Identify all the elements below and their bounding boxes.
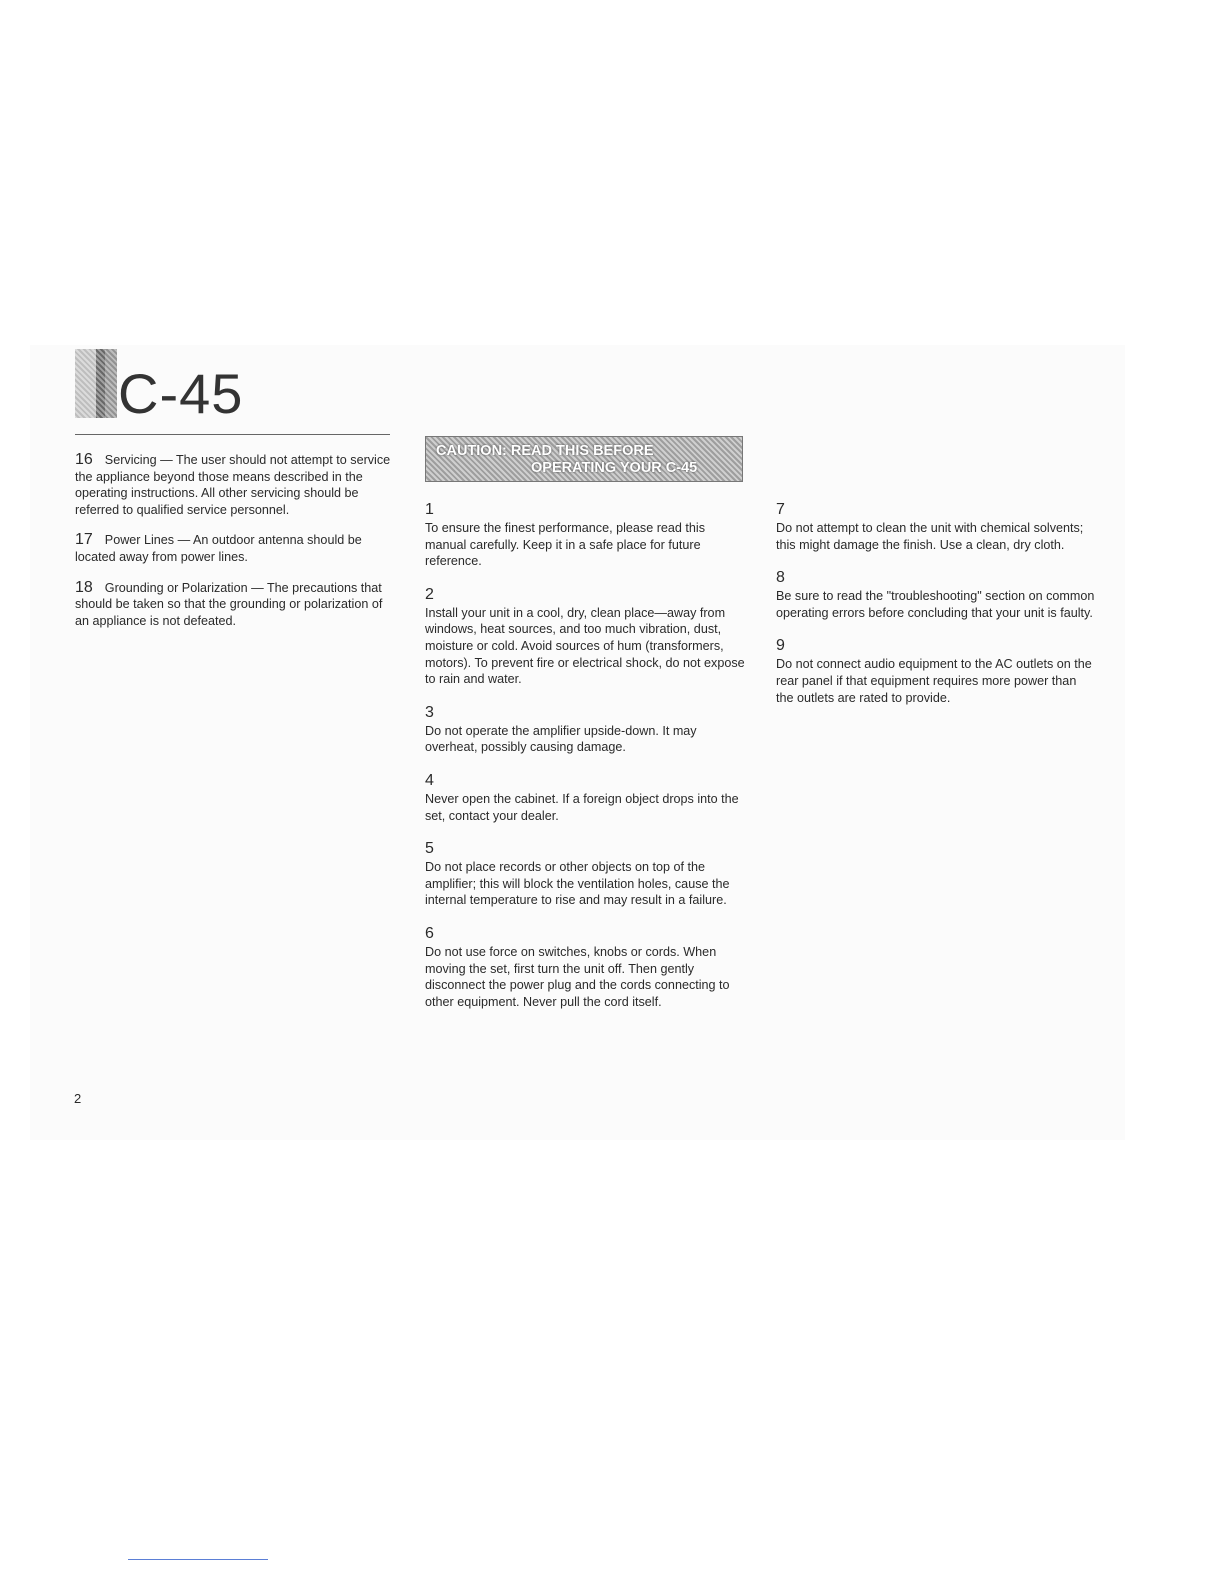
item-text: Do not connect audio equipment to the AC outlets on the rear panel if that equipment requires more power than the outlets are rated to provide.: [776, 657, 1092, 705]
header-rule: [75, 434, 390, 435]
caution-item-2: [425, 586, 745, 688]
middle-column: [425, 501, 745, 1026]
item-number: 2: [425, 585, 434, 603]
item-number: 17: [75, 531, 93, 549]
model-logo: C-45: [118, 362, 244, 425]
item-text: Never open the cabinet. If a foreign object drops into the set, contact your dealer.: [425, 791, 739, 823]
safety-item-16: [75, 452, 393, 518]
item-text: Be sure to read the "troubleshooting" section on common operating errors before concluding that your unit is faulty.: [776, 589, 1095, 620]
item-number: 7: [776, 501, 785, 518]
caution-item-7: [776, 501, 1096, 553]
caution-banner: [425, 436, 743, 482]
item-number: 8: [776, 569, 785, 587]
logo-mark: [75, 349, 117, 418]
item-text: Grounding or Polarization — The precautions that should be taken so that the grounding or polarization of an appliance is not defeated.: [75, 580, 383, 628]
caution-item-9: [776, 637, 1096, 706]
caution-item-6: [425, 925, 745, 1010]
caution-line-1: CAUTION: READ THIS BEFORE: [436, 443, 654, 459]
right-column: [776, 501, 1096, 722]
caution-item-5: [425, 840, 745, 909]
item-number: 5: [425, 840, 434, 858]
item-text: Install your unit in a cool, dry, clean place—away from windows, heat sources, and too much vibration, dust, moisture or cold. Avoid sources of hum (transformers, motors). To prevent fire or electrical shock, do not expose to rain and water.: [425, 605, 745, 687]
safety-item-17: [75, 532, 393, 565]
item-number: 6: [425, 924, 434, 942]
left-column: [75, 452, 393, 643]
item-number: 1: [425, 501, 434, 518]
item-text: Do not operate the amplifier upside-down. It may overheat, possibly causing damage.: [425, 723, 697, 755]
caution-line-2: OPERATING YOUR C-45: [531, 460, 698, 476]
safety-item-18: [75, 580, 393, 630]
item-text: Do not attempt to clean the unit with chemical solvents; this might damage the finish. Use a clean, dry cloth.: [776, 521, 1084, 552]
footer-link-underline[interactable]: [128, 1559, 268, 1560]
item-number: 9: [776, 637, 785, 655]
item-number: 3: [425, 703, 434, 721]
item-number: 18: [75, 578, 93, 596]
item-text: Power Lines — An outdoor antenna should be located away from power lines.: [75, 533, 362, 564]
caution-item-8: [776, 569, 1096, 621]
item-text: Do not place records or other objects on top of the amplifier; this will block the ventilation holes, cause the internal temperature to rise and may result in a failure.: [425, 860, 730, 908]
item-number: 4: [425, 771, 434, 789]
page-number: 2: [74, 1091, 82, 1106]
item-text: To ensure the finest performance, please read this manual carefully. Keep it in a safe place for future reference.: [425, 521, 706, 569]
item-text: Do not use force on switches, knobs or cords. When moving the set, first turn the unit off. Then gently disconnect the power plug and the cords connecting to other equipment. Never pull the cord itself.: [425, 944, 730, 1009]
item-text: Servicing — The user should not attempt to service the appliance beyond those means described in the operating instructions. All other servicing should be referred to qualified service personnel.: [75, 453, 391, 517]
caution-item-1: [425, 501, 745, 570]
caution-item-4: [425, 772, 745, 824]
item-number: 16: [75, 451, 93, 468]
caution-item-3: [425, 704, 745, 756]
